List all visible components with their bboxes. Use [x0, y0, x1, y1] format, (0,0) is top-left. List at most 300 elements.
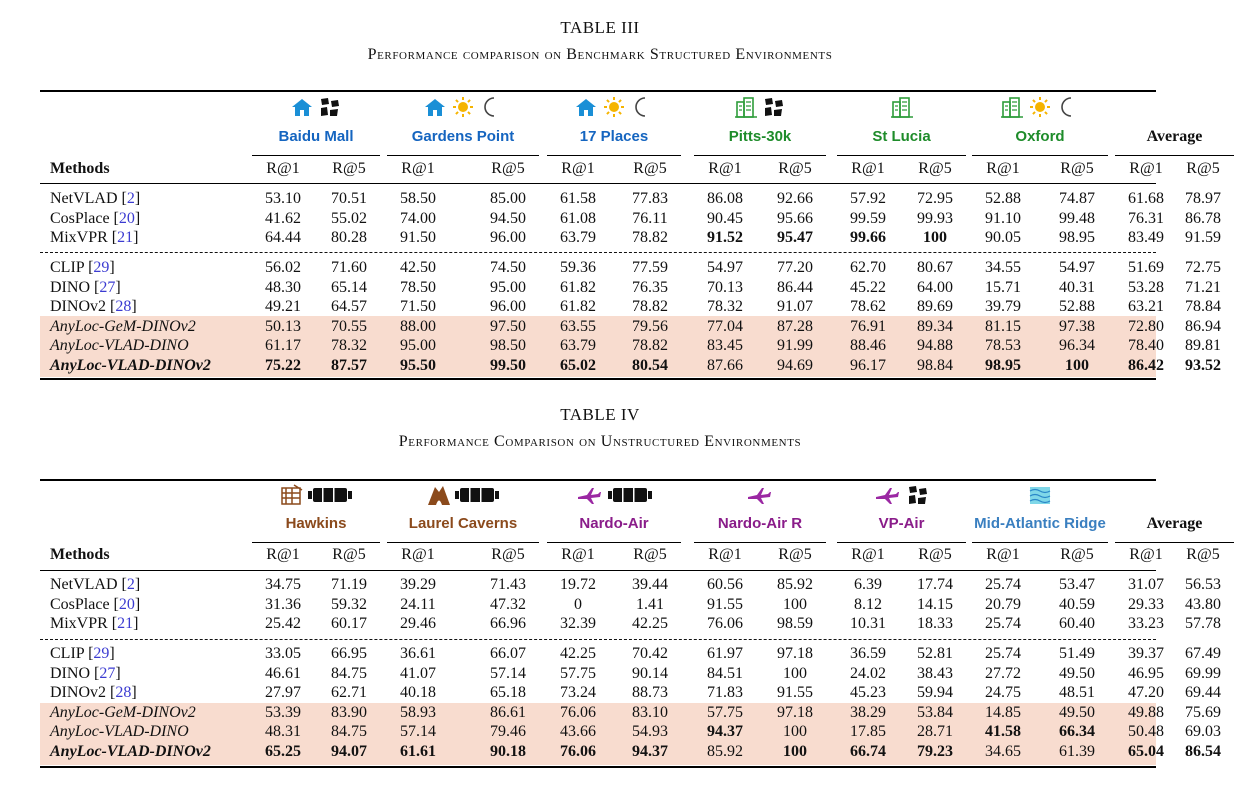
method-label: AnyLoc-VLAD-DINO — [50, 723, 189, 740]
method-name — [50, 743, 211, 761]
plane-icon — [576, 486, 604, 503]
table3-top-rule — [40, 90, 1156, 92]
value-cell: 67.49 — [1185, 645, 1221, 662]
value-cell: 100 — [783, 664, 807, 682]
value-cell: 38.43 — [917, 664, 953, 682]
method-name — [50, 357, 211, 375]
header-underline — [972, 542, 1108, 543]
method-label: CosPlace — [50, 595, 110, 613]
table3-label: TABLE III — [560, 18, 640, 37]
value-cell: 52.88 — [1059, 298, 1095, 315]
value-cell: 84.75 — [331, 723, 367, 740]
metric-label: R@1 — [851, 546, 885, 563]
method-name: DINO [27] — [50, 664, 121, 682]
metric-label: R@1 — [1129, 546, 1163, 563]
dataset-icons-2 — [554, 96, 674, 118]
value-cell: 78.82 — [632, 337, 668, 354]
value-cell: 78.50 — [400, 278, 436, 296]
header-underline — [1115, 155, 1234, 156]
value-cell: 90.18 — [490, 742, 526, 760]
value-cell: 89.81 — [1185, 337, 1221, 354]
value-cell: 78.62 — [850, 298, 886, 315]
value-cell: 61.39 — [1059, 742, 1095, 760]
value-cell: 78.53 — [985, 337, 1021, 354]
dataset-icons-5 — [980, 96, 1100, 118]
value-cell: 100 — [783, 723, 807, 740]
table3-dataset-icons — [40, 96, 1156, 122]
value-cell: 55.02 — [331, 209, 367, 227]
citation-link[interactable]: 2 — [126, 190, 135, 207]
value-cell: 61.08 — [560, 209, 596, 227]
citation-link[interactable]: 29 — [93, 259, 110, 276]
metric-label: R@1 — [708, 160, 742, 177]
value-cell: 91.52 — [707, 229, 743, 246]
method-label: NetVLAD — [50, 576, 118, 593]
value-cell: 76.06 — [560, 742, 596, 760]
value-cell: 53.47 — [1059, 576, 1095, 593]
value-cell: 43.80 — [1185, 595, 1221, 613]
value-cell: 42.50 — [400, 259, 436, 276]
value-cell: 100 — [1065, 356, 1089, 374]
value-cell: 8.12 — [854, 595, 882, 613]
dataset-name: VP-Air — [878, 515, 925, 532]
metric-label: R@5 — [332, 546, 366, 563]
black-blob-icon — [906, 486, 930, 503]
value-cell: 78.40 — [1128, 337, 1164, 354]
metric-label: R@5 — [1060, 546, 1094, 563]
value-cell: 91.10 — [985, 209, 1021, 227]
value-cell: 72.95 — [917, 190, 953, 207]
citation-link[interactable]: 29 — [93, 645, 110, 662]
value-cell: 98.95 — [1059, 229, 1095, 246]
value-cell: 71.60 — [331, 259, 367, 276]
metric-label: R@5 — [491, 546, 525, 563]
value-cell: 29.33 — [1128, 595, 1164, 613]
value-cell: 34.65 — [985, 742, 1021, 760]
table4-metric-header — [40, 546, 1220, 566]
value-cell: 96.00 — [490, 298, 526, 315]
value-cell: 100 — [783, 742, 807, 760]
table-row — [40, 356, 1221, 377]
value-cell: 66.34 — [1059, 723, 1095, 740]
value-cell: 70.42 — [632, 645, 668, 662]
value-cell: 96.17 — [850, 356, 886, 374]
table-row — [40, 742, 1221, 763]
value-cell: 83.90 — [331, 703, 367, 721]
value-cell: 91.55 — [707, 595, 743, 613]
table4-label: TABLE IV — [560, 405, 640, 424]
value-cell: 52.88 — [985, 190, 1021, 207]
value-cell: 25.74 — [985, 645, 1021, 662]
value-cell: 50.13 — [265, 317, 301, 335]
method-label: AnyLoc-VLAD-DINO — [50, 337, 189, 354]
value-cell: 88.46 — [850, 337, 886, 354]
table4-bottom-rule — [40, 766, 1156, 768]
value-cell: 98.59 — [777, 615, 813, 632]
table-row — [40, 703, 1221, 724]
value-cell: 63.21 — [1128, 298, 1164, 315]
value-cell: 83.49 — [1128, 229, 1164, 246]
method-name — [50, 704, 196, 722]
city-icon — [1000, 98, 1024, 115]
method-label: MixVPR — [50, 229, 108, 246]
value-cell: 58.50 — [400, 190, 436, 207]
value-cell: 27.97 — [265, 684, 301, 701]
value-cell: 53.10 — [265, 190, 301, 207]
method-name: CosPlace [20] — [50, 595, 141, 613]
dataset-icons-1 — [403, 96, 523, 118]
table3-header-rule — [40, 183, 1156, 184]
value-cell: 66.95 — [331, 645, 367, 662]
dataset-name: 17 Places — [579, 128, 649, 145]
metric-label: R@1 — [708, 546, 742, 563]
value-cell: 43.66 — [560, 723, 596, 740]
citation-link[interactable]: 2 — [126, 576, 135, 593]
value-cell: 58.93 — [400, 703, 436, 721]
value-cell: 91.99 — [777, 337, 813, 354]
value-cell: 63.79 — [560, 229, 596, 246]
value-cell: 24.11 — [400, 595, 436, 613]
value-cell: 59.32 — [331, 595, 367, 613]
value-cell: 32.39 — [560, 615, 596, 632]
value-cell: 48.31 — [265, 723, 301, 740]
value-cell: 27.72 — [985, 664, 1021, 682]
value-cell: 50.48 — [1128, 723, 1164, 740]
table4-top-rule — [40, 479, 1156, 481]
value-cell: 62.71 — [331, 684, 367, 701]
value-cell: 99.50 — [490, 356, 526, 374]
value-cell: 98.50 — [490, 337, 526, 354]
value-cell: 87.66 — [707, 356, 743, 374]
citation-link[interactable]: 28 — [115, 298, 132, 315]
dataset-name: Nardo-Air — [579, 515, 649, 532]
value-cell: 80.28 — [331, 229, 367, 246]
value-cell: 40.31 — [1059, 278, 1095, 296]
value-cell: 61.97 — [707, 645, 743, 662]
value-cell: 61.82 — [560, 298, 596, 315]
value-cell: 90.05 — [985, 229, 1021, 246]
value-cell: 78.97 — [1185, 190, 1221, 207]
method-label: AnyLoc-VLAD-DINOv2 — [50, 356, 211, 374]
value-cell: 57.92 — [850, 190, 886, 207]
value-cell: 57.78 — [1185, 615, 1221, 632]
value-cell: 25.74 — [985, 615, 1021, 632]
value-cell: 25.74 — [985, 576, 1021, 593]
method-label: DINOv2 — [50, 298, 106, 315]
table-row — [40, 595, 1221, 616]
method-label: AnyLoc-VLAD-DINOv2 — [50, 742, 211, 760]
value-cell: 15.71 — [985, 278, 1021, 296]
value-cell: 0 — [574, 595, 582, 613]
value-cell: 87.57 — [331, 356, 367, 374]
value-cell: 76.06 — [707, 615, 743, 632]
value-cell: 53.39 — [265, 703, 301, 721]
method-name — [50, 318, 196, 336]
value-cell: 76.31 — [1128, 209, 1164, 227]
value-cell: 85.00 — [490, 190, 526, 207]
moon-icon — [479, 98, 503, 115]
value-cell: 72.80 — [1128, 317, 1164, 335]
value-cell: 90.45 — [707, 209, 743, 227]
cave-icon — [427, 486, 451, 503]
metric-label: R@5 — [1060, 160, 1094, 177]
citation-link[interactable]: 20 — [118, 209, 135, 227]
value-cell: 60.56 — [707, 576, 743, 593]
value-cell: 38.29 — [850, 703, 886, 721]
header-underline — [694, 542, 826, 543]
value-cell: 54.97 — [1059, 259, 1095, 276]
value-cell: 86.78 — [1185, 209, 1221, 227]
value-cell: 95.00 — [400, 337, 436, 354]
house-icon — [574, 98, 598, 115]
house-icon — [290, 98, 314, 115]
value-cell: 85.92 — [707, 742, 743, 760]
method-name: DINOv2 [28] — [50, 684, 137, 701]
value-cell: 81.15 — [985, 317, 1021, 335]
dataset-name: Nardo-Air R — [717, 515, 803, 532]
value-cell: 97.38 — [1059, 317, 1095, 335]
value-cell: 47.20 — [1128, 684, 1164, 701]
value-cell: 33.05 — [265, 645, 301, 662]
value-cell: 19.72 — [560, 576, 596, 593]
value-cell: 95.00 — [490, 278, 526, 296]
moon-icon — [1056, 98, 1080, 115]
table3-bottom-rule — [40, 378, 1156, 380]
value-cell: 24.02 — [850, 664, 886, 682]
value-cell: 77.83 — [632, 190, 668, 207]
black-blob-icon — [318, 98, 342, 115]
metric-label: R@1 — [561, 546, 595, 563]
value-cell: 18.33 — [917, 615, 953, 632]
metric-label: R@5 — [918, 160, 952, 177]
value-cell: 86.08 — [707, 190, 743, 207]
city-icon — [890, 98, 914, 115]
table4-header-rule — [40, 570, 1156, 571]
value-cell: 49.50 — [1059, 703, 1095, 721]
value-cell: 95.66 — [777, 209, 813, 227]
dataset-name: Hawkins — [285, 515, 347, 532]
value-cell: 39.29 — [400, 576, 436, 593]
table-row — [40, 209, 1221, 230]
header-underline — [837, 542, 966, 543]
dataset-icons-1 — [403, 484, 523, 506]
method-label: DINOv2 — [50, 684, 106, 701]
sun-icon — [1028, 98, 1052, 115]
metric-label: R@1 — [986, 160, 1020, 177]
table-row — [40, 684, 1221, 704]
table3-metric-header — [40, 160, 1220, 180]
value-cell: 71.83 — [707, 684, 743, 701]
value-cell: 79.46 — [490, 723, 526, 740]
value-cell: 86.42 — [1128, 356, 1164, 374]
method-name: NetVLAD [2] — [50, 576, 141, 593]
value-cell: 28.71 — [917, 723, 953, 740]
metric-label: R@5 — [633, 546, 667, 563]
method-name — [50, 337, 189, 355]
value-cell: 78.82 — [632, 229, 668, 246]
value-cell: 14.15 — [917, 595, 953, 613]
dataset-icons-3 — [700, 484, 820, 506]
value-cell: 49.21 — [265, 298, 301, 315]
value-cell: 61.58 — [560, 190, 596, 207]
value-cell: 100 — [923, 229, 947, 246]
value-cell: 45.23 — [850, 684, 886, 701]
value-cell: 40.59 — [1059, 595, 1095, 613]
method-label: CosPlace — [50, 209, 110, 227]
table-row — [40, 576, 1221, 596]
value-cell: 64.57 — [331, 298, 367, 315]
value-cell: 79.56 — [632, 317, 668, 335]
value-cell: 48.51 — [1059, 684, 1095, 701]
value-cell: 69.44 — [1185, 684, 1221, 701]
value-cell: 84.75 — [331, 664, 367, 682]
value-cell: 77.59 — [632, 259, 668, 276]
dataset-icons-4 — [842, 96, 962, 118]
value-cell: 34.75 — [265, 576, 301, 593]
value-cell: 65.18 — [490, 684, 526, 701]
value-cell: 61.82 — [560, 278, 596, 296]
value-cell: 64.00 — [917, 278, 953, 296]
metric-label: R@1 — [266, 160, 300, 177]
value-cell: 99.59 — [850, 209, 886, 227]
value-cell: 41.62 — [265, 209, 301, 227]
table4-dataset-names — [40, 515, 1203, 537]
metric-label: R@5 — [1186, 160, 1220, 177]
value-cell: 59.94 — [917, 684, 953, 701]
value-cell: 71.19 — [331, 576, 367, 593]
value-cell: 36.61 — [400, 645, 436, 662]
value-cell: 97.50 — [490, 317, 526, 335]
method-name — [50, 723, 189, 741]
value-cell: 83.10 — [632, 703, 668, 721]
table3-methods-header: Methods — [50, 160, 110, 177]
value-cell: 98.84 — [917, 356, 953, 374]
metric-label: R@1 — [851, 160, 885, 177]
value-cell: 97.18 — [777, 703, 813, 721]
value-cell: 96.34 — [1059, 337, 1095, 354]
dataset-name: Gardens Point — [411, 128, 515, 145]
citation-link[interactable]: 28 — [115, 684, 132, 701]
header-underline — [547, 542, 681, 543]
value-cell: 88.73 — [632, 684, 668, 701]
value-cell: 56.02 — [265, 259, 301, 276]
value-cell: 75.22 — [265, 356, 301, 374]
dataset-name: Laurel Caverns — [408, 515, 518, 532]
table4-dataset-icons — [40, 484, 1156, 510]
value-cell: 57.75 — [707, 703, 743, 721]
dataset-name: Average — [1146, 515, 1203, 532]
value-cell: 93.52 — [1185, 356, 1221, 374]
method-name: DINOv2 [28] — [50, 298, 137, 315]
value-cell: 51.49 — [1059, 645, 1095, 662]
method-name: MixVPR [21] — [50, 615, 139, 632]
table-row — [40, 664, 1221, 685]
value-cell: 86.54 — [1185, 742, 1221, 760]
citation-link[interactable]: 21 — [117, 615, 134, 632]
metric-label: R@5 — [778, 546, 812, 563]
value-cell: 33.23 — [1128, 615, 1164, 632]
value-cell: 65.14 — [331, 278, 367, 296]
method-label: DINO — [50, 278, 90, 296]
value-cell: 59.36 — [560, 259, 596, 276]
method-label: MixVPR — [50, 615, 108, 632]
table-row — [40, 337, 1221, 357]
metric-label: R@1 — [401, 546, 435, 563]
table4-methods-header: Methods — [50, 546, 110, 563]
value-cell: 63.55 — [560, 317, 596, 335]
value-cell: 64.44 — [265, 229, 301, 246]
value-cell: 57.14 — [490, 664, 526, 682]
value-cell: 76.35 — [632, 278, 668, 296]
method-name: CosPlace [20] — [50, 209, 141, 227]
value-cell: 54.93 — [632, 723, 668, 740]
value-cell: 91.07 — [777, 298, 813, 315]
black-blob-icon — [762, 98, 786, 115]
citation-link[interactable]: 27 — [99, 278, 116, 296]
value-cell: 78.82 — [632, 298, 668, 315]
value-cell: 31.36 — [265, 595, 301, 613]
dataset-icons-0 — [256, 96, 376, 118]
value-cell: 1.41 — [636, 595, 664, 613]
table3-title: Performance comparison on Benchmark Structured Environments — [367, 46, 833, 63]
value-cell: 53.84 — [917, 703, 953, 721]
value-cell: 94.07 — [331, 742, 367, 760]
metric-label: R@5 — [1186, 546, 1220, 563]
value-cell: 52.81 — [917, 645, 953, 662]
building-sketch-icon — [280, 486, 304, 503]
value-cell: 92.66 — [777, 190, 813, 207]
value-cell: 42.25 — [560, 645, 596, 662]
sun-icon — [451, 98, 475, 115]
value-cell: 91.55 — [777, 684, 813, 701]
value-cell: 90.14 — [632, 664, 668, 682]
dataset-icons-3 — [700, 96, 820, 118]
value-cell: 49.88 — [1128, 703, 1164, 721]
value-cell: 79.23 — [917, 742, 953, 760]
value-cell: 80.54 — [632, 356, 668, 374]
value-cell: 61.68 — [1128, 190, 1164, 207]
value-cell: 63.79 — [560, 337, 596, 354]
citation-link[interactable]: 21 — [117, 229, 134, 246]
value-cell: 60.40 — [1059, 615, 1095, 632]
metric-label: R@5 — [633, 160, 667, 177]
value-cell: 94.88 — [917, 337, 953, 354]
value-cell: 94.69 — [777, 356, 813, 374]
value-cell: 75.69 — [1185, 703, 1221, 721]
value-cell: 45.22 — [850, 278, 886, 296]
value-cell: 94.37 — [632, 742, 668, 760]
value-cell: 41.07 — [400, 664, 436, 682]
table-row — [40, 615, 1221, 635]
table3-group-separator — [40, 252, 1156, 253]
value-cell: 99.93 — [917, 209, 953, 227]
citation-link[interactable]: 20 — [118, 595, 135, 613]
table-row — [40, 317, 1221, 338]
value-cell: 6.39 — [854, 576, 882, 593]
value-cell: 17.85 — [850, 723, 886, 740]
header-underline — [387, 155, 539, 156]
table-row — [40, 645, 1221, 665]
method-name: CLIP [29] — [50, 645, 115, 662]
dataset-name: Mid-Atlantic Ridge — [974, 515, 1106, 532]
metric-label: R@1 — [561, 160, 595, 177]
citation-link[interactable]: 27 — [99, 664, 116, 682]
value-cell: 89.34 — [917, 317, 953, 335]
table-row — [40, 190, 1221, 210]
value-cell: 49.50 — [1059, 664, 1095, 682]
table-row — [40, 229, 1221, 249]
dataset-icons-2 — [554, 484, 674, 506]
